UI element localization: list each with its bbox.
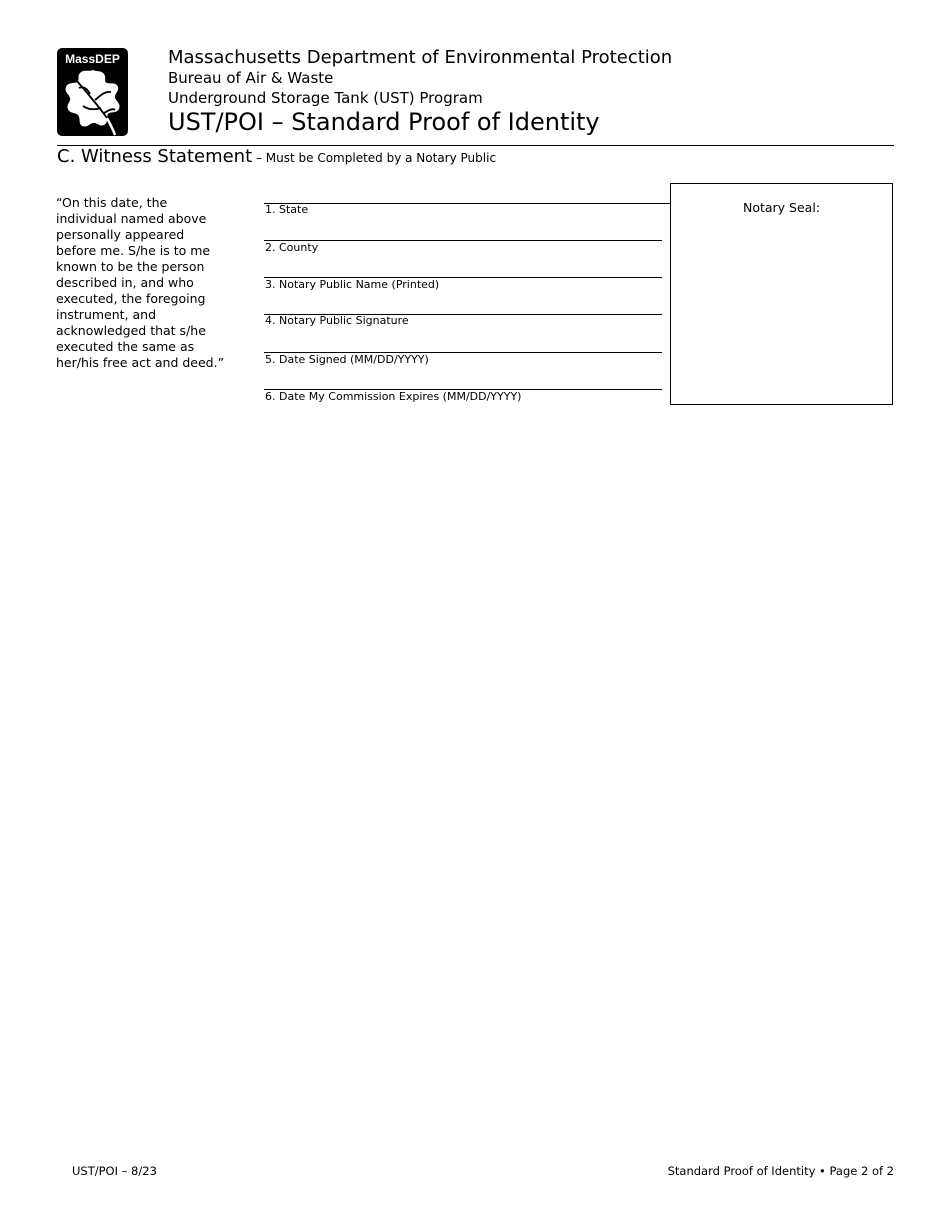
section-subtitle: – Must be Completed by a Notary Public bbox=[252, 151, 497, 165]
county-label: 2. County bbox=[265, 241, 319, 254]
county-field[interactable] bbox=[264, 240, 662, 241]
agency-name: Massachusetts Department of Environmental Protection bbox=[168, 47, 673, 68]
notary-seal-label: Notary Seal: bbox=[742, 200, 821, 215]
footer-form-id: UST/POI – 8/23 bbox=[72, 1164, 157, 1178]
commission-expires-label: 6. Date My Commission Expires (MM/DD/YYYY) bbox=[265, 390, 522, 403]
notary-name-label: 3. Notary Public Name (Printed) bbox=[265, 278, 440, 291]
notary-seal-box bbox=[670, 183, 893, 405]
notary-signature-label: 4. Notary Public Signature bbox=[265, 314, 409, 327]
footer-page-info: Standard Proof of Identity • Page 2 of 2 bbox=[667, 1164, 894, 1178]
witness-statement-text: “On this date, the individual named above personally appeared before me. S/he is to me known to be the person described in, and who executed, the foregoing instrument, and acknowledged that s/he executed the same as her/his free act and deed.” bbox=[56, 195, 225, 370]
section-heading bbox=[57, 148, 496, 166]
state-label: 1. State bbox=[265, 203, 309, 216]
program-name: Underground Storage Tank (UST) Program bbox=[168, 89, 483, 107]
state-field[interactable] bbox=[264, 203, 670, 204]
logo-text: MassDEP bbox=[65, 52, 120, 66]
form-title: UST/POI – Standard Proof of Identity bbox=[168, 108, 600, 136]
bureau-name: Bureau of Air & Waste bbox=[168, 69, 334, 87]
section-title: C. Witness Statement bbox=[57, 146, 253, 167]
massdep-logo bbox=[57, 48, 128, 136]
date-signed-label: 5. Date Signed (MM/DD/YYYY) bbox=[265, 353, 429, 366]
